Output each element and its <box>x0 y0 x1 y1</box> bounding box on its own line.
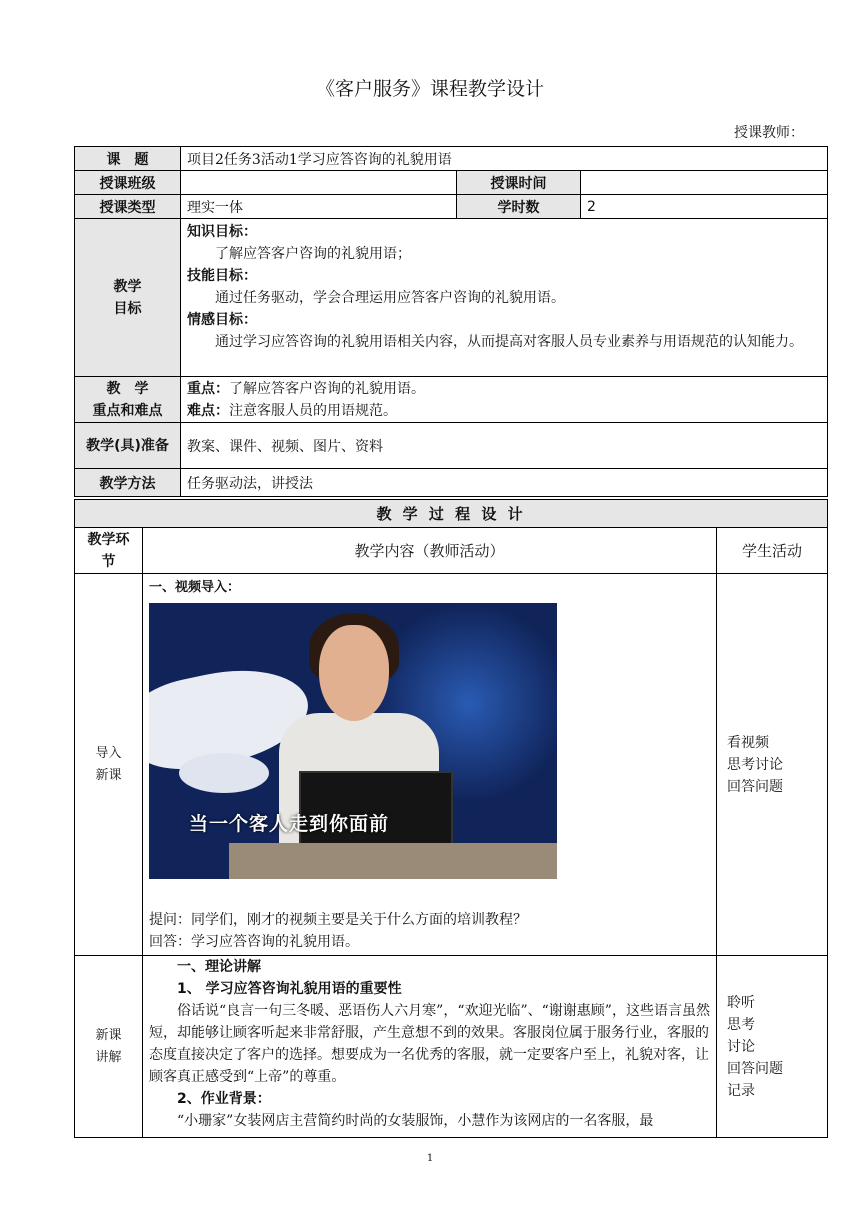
stage-new-lesson: 新课讲解 <box>75 956 143 1138</box>
col-content-header: 教学内容（教师活动） <box>143 528 717 574</box>
intro-student-3: 回答问题 <box>727 778 783 795</box>
key-text: 了解应答客户咨询的礼貌用语。 <box>229 380 425 397</box>
intro-student-activity <box>717 574 828 956</box>
difficulty-point <box>187 400 821 422</box>
hours-label: 学时数 <box>457 195 581 219</box>
topic-label: 课 题 <box>75 147 181 171</box>
lesson-sub1: 1、 学习应答咨询礼貌用语的重要性 <box>177 981 402 997</box>
intro-content <box>143 574 717 956</box>
knowledge-title: 知识目标： <box>187 224 257 240</box>
intro-heading: 一、视频导入： <box>149 580 241 595</box>
goals-content <box>181 219 828 377</box>
key-prefix: 重点： <box>187 380 229 397</box>
key-label-line2: 重点和难点 <box>92 402 163 419</box>
stage-intro: 导入新课 <box>75 574 143 956</box>
class-value <box>181 171 457 195</box>
lesson-student-4: 回答问题 <box>727 1060 783 1077</box>
intro-answer: 回答：学习应答咨询的礼貌用语。 <box>149 934 359 950</box>
goals-label-line2: 目标 <box>113 300 142 317</box>
process-header: 教 学 过 程 设 计 <box>75 500 828 528</box>
skill-title: 技能目标： <box>187 268 257 284</box>
type-label: 授课类型 <box>75 195 181 219</box>
time-value <box>581 171 828 195</box>
lesson-content <box>143 956 717 1138</box>
intro-video-frame <box>149 603 557 879</box>
time-label: 授课时间 <box>457 171 581 195</box>
key-label <box>75 377 181 423</box>
lesson-student-activity <box>717 956 828 1138</box>
lesson-heading: 一、理论讲解 <box>177 959 261 975</box>
page-number: 1 <box>426 1153 434 1164</box>
type-value: 理实一体 <box>181 195 457 219</box>
knowledge-text: 了解应答客户咨询的礼貌用语； <box>215 246 411 262</box>
video-caption: 当一个客人走到你面前 <box>189 813 390 835</box>
key-content <box>181 377 828 423</box>
lesson-student-3: 讨论 <box>727 1038 755 1055</box>
lesson-para1: 俗话说“良言一句三冬暖、恶语伤人六月寒”，“欢迎光临”、“谢谢惠顾”，这些语言虽然短，却能够让顾客听起来非常舒服，产生意想不到的效果。客服岗位属于服务行业，客服的态度直接决定了客户的选择。想要成为一名优秀的客服，就一定要客户至上，礼貌对客，让顾客真正感受到“上帝”的尊重。 <box>149 1003 710 1085</box>
key-point <box>187 378 821 400</box>
teacher-label: 授课教师： <box>734 125 804 141</box>
lesson-sub2: 2、作业背景： <box>177 1091 271 1107</box>
diff-prefix: 难点： <box>187 402 229 419</box>
hours-value: 2 <box>581 195 828 219</box>
prep-label: 教学(具)准备 <box>75 423 181 469</box>
emotion-text: 通过学习应答咨询的礼貌用语相关内容，从而提高对客服人员专业素养与用语规范的认知能力。 <box>215 334 803 350</box>
intro-question: 提问：同学们，刚才的视频主要是关于什么方面的培训教程？ <box>149 912 527 928</box>
lesson-student-2: 思考 <box>727 1016 755 1033</box>
document-title: 《客户服务》课程教学设计 <box>315 78 544 100</box>
goals-label <box>75 219 181 377</box>
class-label: 授课班级 <box>75 171 181 195</box>
col-student-header: 学生活动 <box>717 528 828 574</box>
intro-student-1: 看视频 <box>727 734 769 751</box>
lesson-para2: “小珊家”女装网店主营简约时尚的女装服饰，小慧作为该网店的一名客服，最 <box>177 1113 654 1129</box>
topic-value: 项目2任务3活动1学习应答咨询的礼貌用语 <box>181 147 828 171</box>
skill-text: 通过任务驱动，学会合理运用应答客户咨询的礼貌用语。 <box>215 290 565 306</box>
col-stage-header: 教学环节 <box>75 528 143 574</box>
prep-value: 教案、课件、视频、图片、资料 <box>181 423 828 469</box>
course-info-table <box>74 146 828 497</box>
process-table <box>74 499 828 1138</box>
intro-student-2: 思考讨论 <box>727 756 783 773</box>
lesson-student-5: 记录 <box>727 1082 755 1099</box>
goals-label-line1: 教学 <box>113 278 142 295</box>
emotion-title: 情感目标： <box>187 312 257 328</box>
key-label-line1: 教 学 <box>106 380 149 397</box>
method-label: 教学方法 <box>75 469 181 497</box>
lesson-student-1: 聆听 <box>727 994 755 1011</box>
diff-text: 注意客服人员的用语规范。 <box>229 402 397 419</box>
method-value: 任务驱动法，讲授法 <box>181 469 828 497</box>
